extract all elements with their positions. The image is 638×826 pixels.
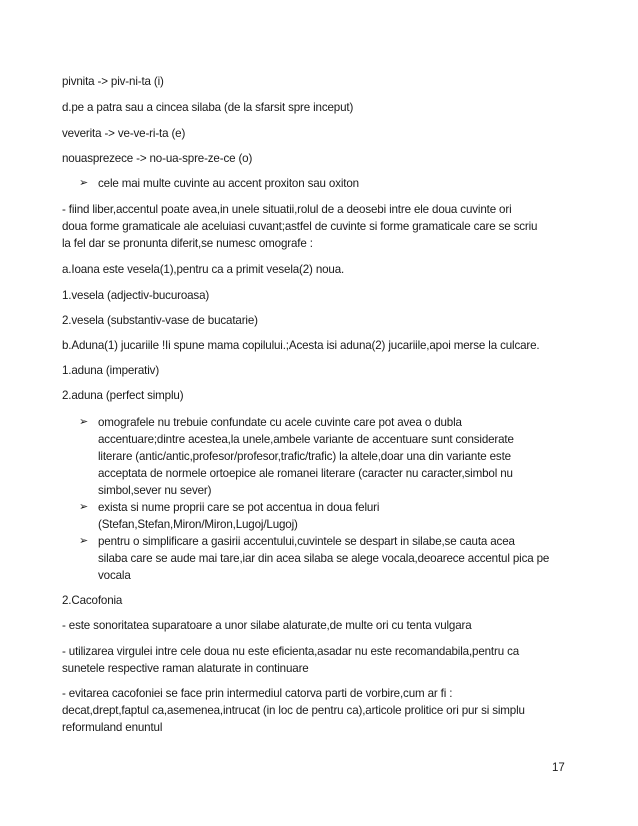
text-line: silaba care se aude mai tare,iar din acea silaba se alege vocala,deoarece accentul pica pe <box>98 552 550 565</box>
text-line: nouasprezece -> no-ua-spre-ze-ce (o) <box>62 152 253 165</box>
text-line: - evitarea cacofoniei se face prin intermediul catorva parti de vorbire,cum ar fi : <box>62 687 453 700</box>
text-line: doua forme gramaticale ale aceluiasi cuvant;astfel de cuvinte si forme gramaticale care se scriu <box>62 220 538 233</box>
text-line: accentuare;dintre acestea,la unele,ambele variante de accentuare sunt considerate <box>98 433 514 446</box>
text-line: 2.vesela (substantiv-vase de bucatarie) <box>62 314 258 327</box>
text-line: simbol,sever nu sever) <box>98 484 212 497</box>
text-line: pivnita -> piv-ni-ta (i) <box>62 75 164 88</box>
text-line: acceptata de normele ortoepice ale romanei literare (caracter nu caracter,simbol nu <box>98 467 513 480</box>
page-number: 17 <box>552 762 565 774</box>
text-line: cele mai multe cuvinte au accent proxiton sau oxiton <box>98 177 359 190</box>
text-line: la fel dar se pronunta diferit,se numesc omografe : <box>62 237 313 250</box>
arrow-bullet-icon: ➢ <box>79 535 89 547</box>
text-line: decat,drept,faptul ca,asemenea,intrucat (in loc de pentru ca),articole prolitice ori pur si simplu <box>62 704 525 717</box>
text-line: pentru o simplificare a gasirii accentului,cuvintele se despart in silabe,se cauta acea <box>98 535 515 548</box>
text-line: b.Aduna(1) jucariile !Ii spune mama copilului.;Acesta isi aduna(2) jucariile,apoi merse la culcare. <box>62 339 540 352</box>
text-line: - este sonoritatea suparatoare a unor silabe alaturate,de multe ori cu tenta vulgara <box>62 619 472 632</box>
arrow-bullet-icon: ➢ <box>79 501 89 513</box>
arrow-bullet-icon: ➢ <box>79 416 89 428</box>
text-line: exista si nume proprii care se pot accentua in doua feluri <box>98 501 380 514</box>
text-line: - fiind liber,accentul poate avea,in unele situatii,rolul de a deosebi intre ele doua cuvinte ori <box>62 203 512 216</box>
text-line: a.Ioana este vesela(1),pentru ca a primit vesela(2) noua. <box>62 263 345 276</box>
text-line: sunetele respective raman alaturate in continuare <box>62 662 309 675</box>
text-line: omografele nu trebuie confundate cu acele cuvinte care pot avea o dubla <box>98 416 462 429</box>
text-line: - utilizarea virgulei intre cele doua nu este eficienta,asadar nu este recomandabila,pentru ca <box>62 645 520 658</box>
text-line: d.pe a patra sau a cincea silaba (de la sfarsit spre inceput) <box>62 101 354 114</box>
arrow-bullet-icon: ➢ <box>79 177 89 189</box>
text-line: 1.vesela (adjectiv-bucuroasa) <box>62 289 210 302</box>
text-line: 2.aduna (perfect simplu) <box>62 389 184 402</box>
section-heading: 2.Cacofonia <box>62 594 123 607</box>
text-line: reformuland enuntul <box>62 721 163 734</box>
text-line: vocala <box>98 569 131 582</box>
text-line: literare (antic/antic,profesor/profesor,trafic/trafic) la altele,doar una din variante este <box>98 450 511 463</box>
text-line: veverita -> ve-ve-ri-ta (e) <box>62 127 186 140</box>
text-line: 1.aduna (imperativ) <box>62 364 160 377</box>
text-line: (Stefan,Stefan,Miron/Miron,Lugoj/Lugoj) <box>98 518 298 531</box>
